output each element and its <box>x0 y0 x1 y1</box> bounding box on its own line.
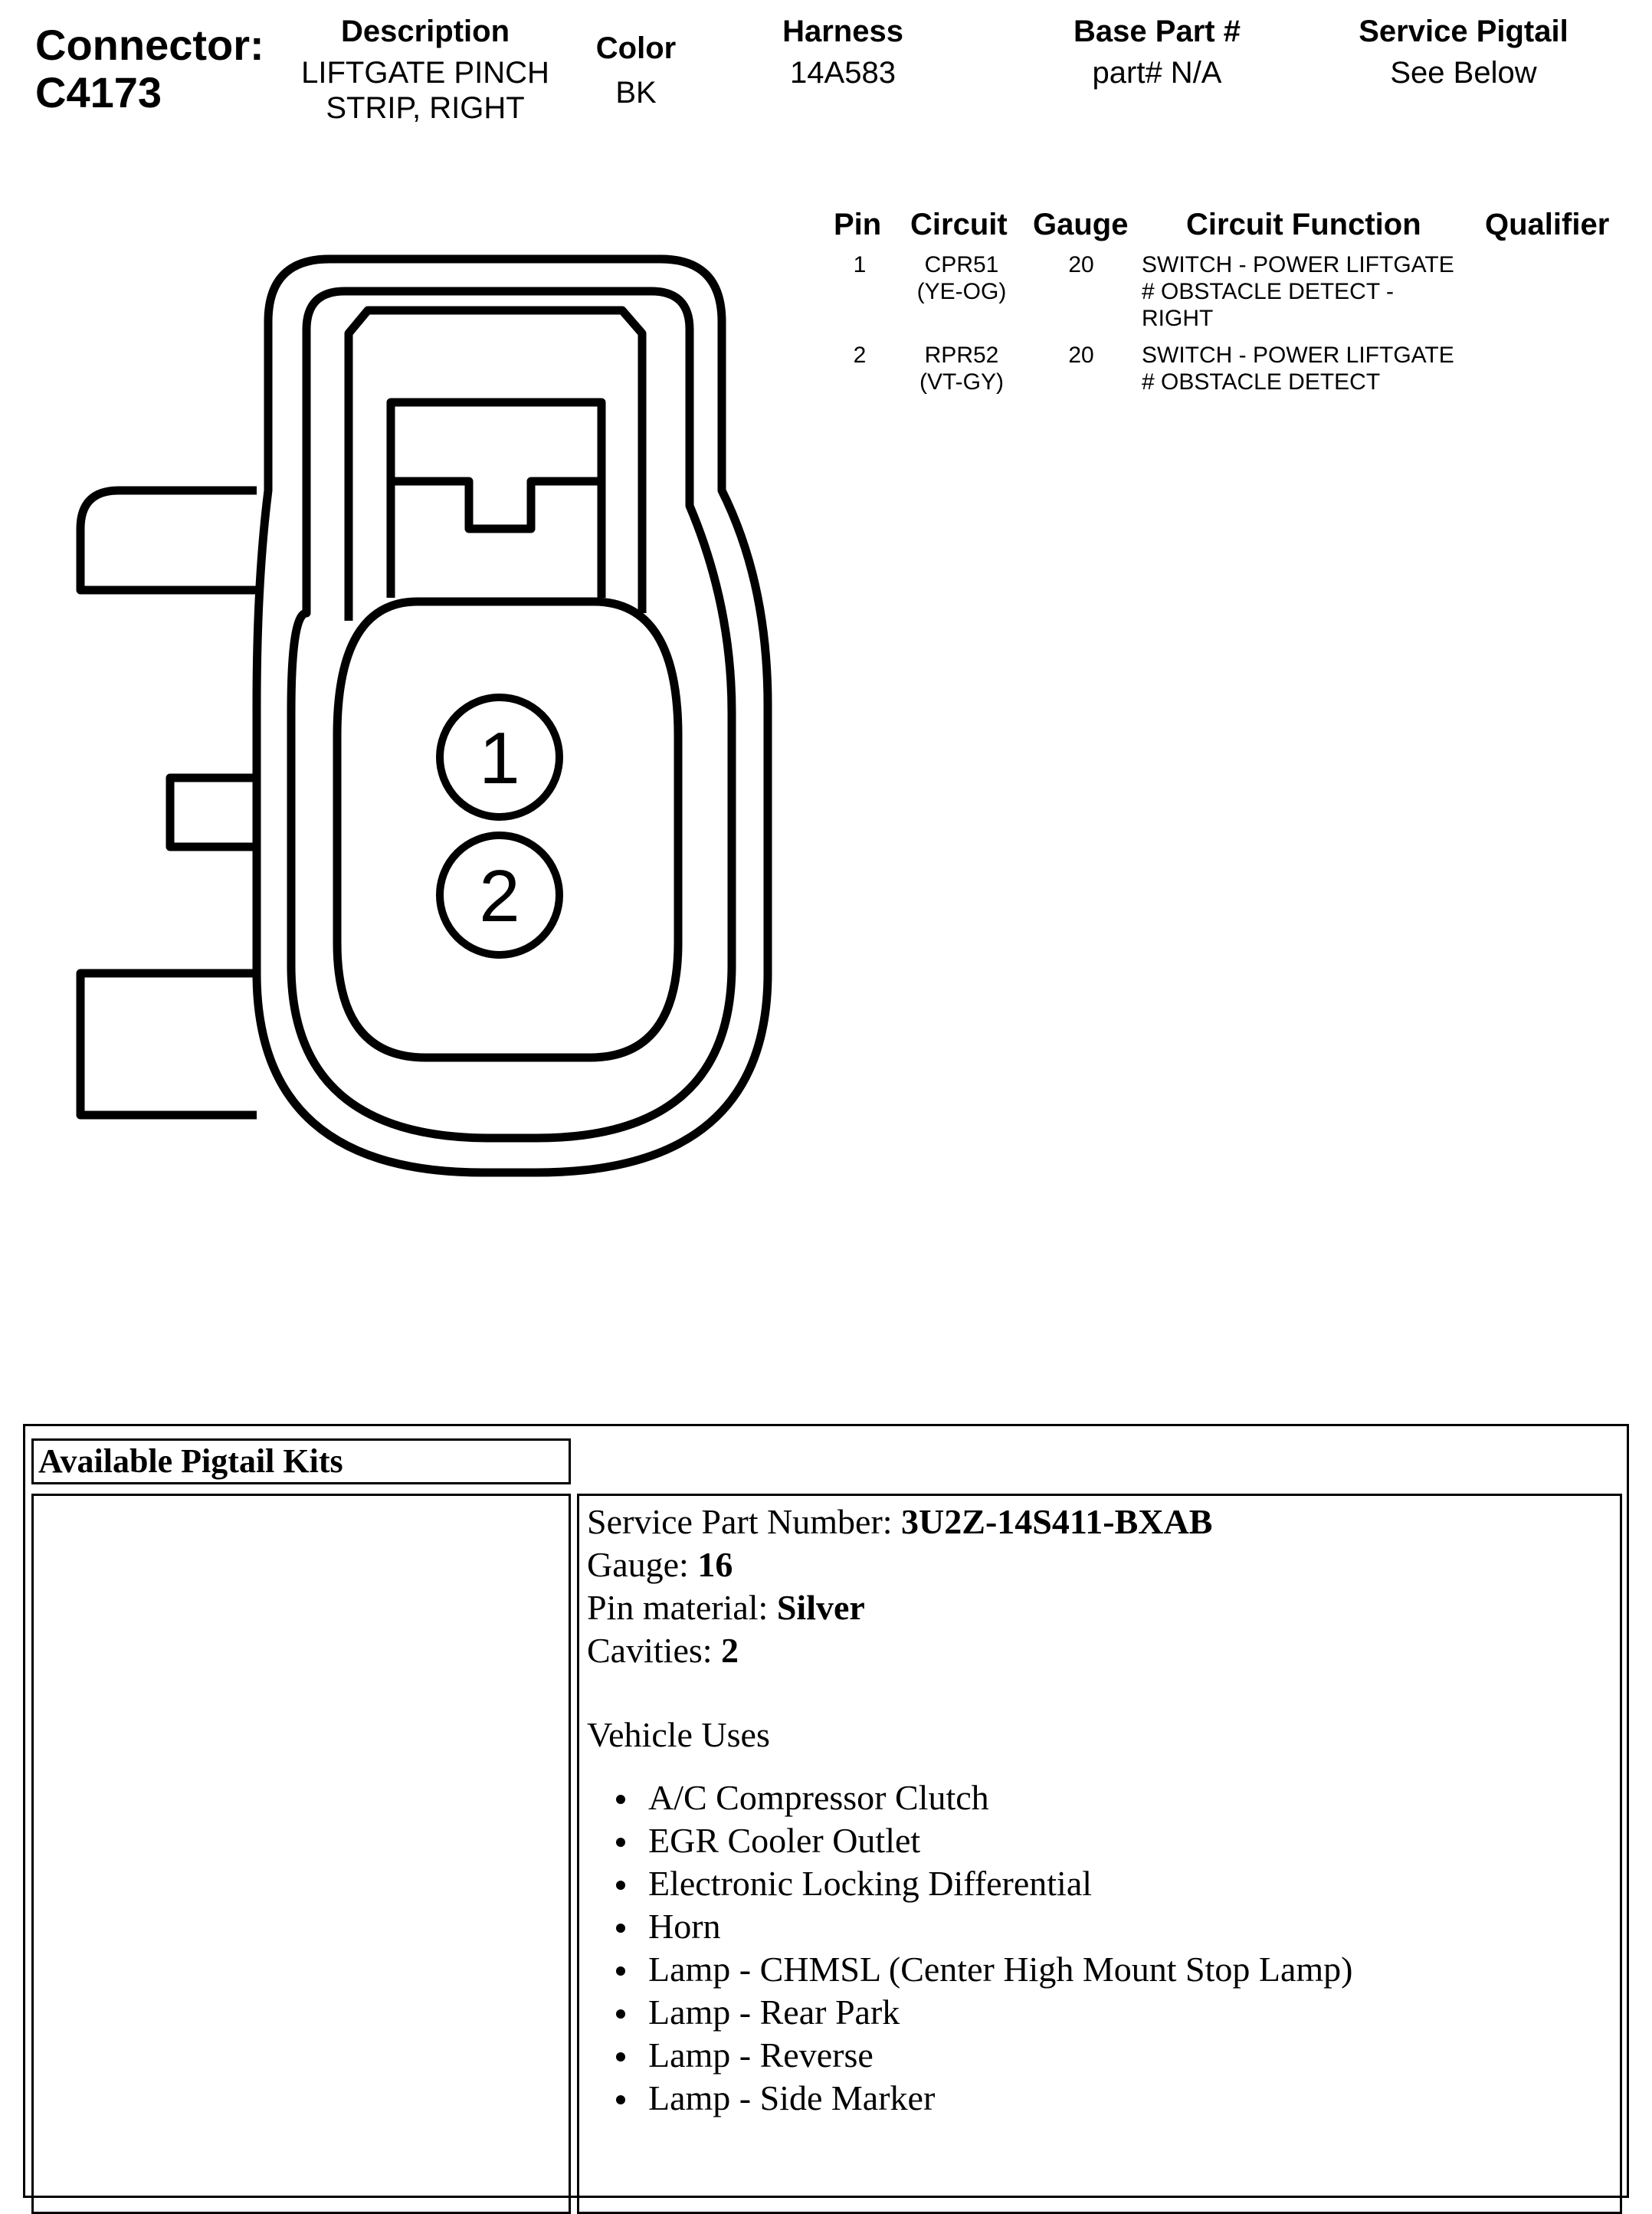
pin-1-function-line: # OBSTACLE DETECT - <box>1142 279 1394 304</box>
service-part-row <box>587 1501 1612 1543</box>
kit-gauge-value: 16 <box>697 1545 733 1584</box>
color-label: Color <box>595 31 677 65</box>
service-pigtail-column <box>1333 14 1594 90</box>
terminal-cavity <box>337 602 678 1058</box>
pin-1-number: 1 <box>853 252 867 277</box>
color-value: BK <box>615 76 657 110</box>
base-part-value: part# N/A <box>1092 56 1222 90</box>
service-part-value: 3U2Z-14S411-BXAB <box>901 1502 1213 1541</box>
vehicle-use-text: Electronic Locking Differential <box>648 1864 1093 1903</box>
list-item <box>648 1948 1612 1991</box>
description-line-1: LIFTGATE PINCH <box>301 56 549 90</box>
list-item <box>648 2034 1612 2077</box>
latch-notch <box>391 481 601 529</box>
pigtail-kits-table <box>23 1424 1629 2198</box>
vehicle-uses-label: Vehicle Uses <box>587 1715 770 1754</box>
gauge-row <box>587 1543 1612 1586</box>
pin-header: Pin <box>834 208 882 241</box>
connector-id: C4173 <box>35 68 162 116</box>
harness-label: Harness <box>782 15 903 48</box>
pin-2-number: 2 <box>853 343 867 368</box>
description-line-2: STRIP, RIGHT <box>326 91 525 125</box>
kit-details-cell <box>577 1494 1622 2214</box>
latch-tab <box>391 402 601 598</box>
base-part-column <box>1027 14 1287 90</box>
list-item <box>648 1991 1612 2034</box>
kit-image-cell <box>31 1494 571 2214</box>
pin-material-row <box>587 1586 1612 1629</box>
left-rib-middle <box>170 778 257 847</box>
pin-material-value: Silver <box>776 1588 865 1627</box>
pin-1-circuit-color: (YE-OG) <box>916 279 1007 304</box>
left-rib-bottom <box>80 973 257 1115</box>
function-header: Circuit Function <box>1186 208 1421 241</box>
cavities-row <box>587 1629 1612 1672</box>
list-item <box>648 1776 1612 1819</box>
left-rib-top <box>80 490 257 590</box>
pin-2-label: 2 <box>479 855 520 937</box>
list-item <box>648 1905 1612 1948</box>
pin-1-function-line: SWITCH - POWER LIFTGATE <box>1142 252 1454 277</box>
kit-gauge-label: Gauge: <box>587 1545 689 1584</box>
service-part-label: Service Part Number: <box>587 1502 893 1541</box>
list-item <box>648 1819 1612 1862</box>
pin-2-function <box>1142 342 1464 395</box>
cavities-value: 2 <box>721 1631 739 1670</box>
base-part-label: Base Part # <box>1073 15 1241 48</box>
vehicle-use-text: A/C Compressor Clutch <box>648 1778 989 1817</box>
pigtail-kits-title: Available Pigtail Kits <box>31 1438 571 1484</box>
pin-2-gauge: 20 <box>1068 343 1094 368</box>
list-item <box>648 1862 1612 1905</box>
pin-1-function <box>1142 251 1464 332</box>
vehicle-use-text: EGR Cooler Outlet <box>648 1821 921 1860</box>
pin-1-function-line: RIGHT <box>1142 306 1214 331</box>
pin-1-circuit-id: CPR51 <box>924 252 999 277</box>
cavities-label: Cavities: <box>587 1631 713 1670</box>
harness-value: 14A583 <box>790 56 896 90</box>
list-item <box>648 2077 1612 2120</box>
pin-1-circuit <box>896 251 1027 305</box>
gauge-header: Gauge <box>1033 208 1129 241</box>
service-pigtail-label: Service Pigtail <box>1359 15 1568 48</box>
pin-2-circuit-color: (VT-GY) <box>919 369 1004 395</box>
pin-1-label: 1 <box>479 717 520 799</box>
vehicle-use-text: Lamp - Reverse <box>648 2035 874 2075</box>
vehicle-use-text: Horn <box>648 1907 721 1946</box>
vehicle-uses-list <box>587 1776 1612 2120</box>
pin-2-circuit-id: RPR52 <box>924 343 999 368</box>
connector-face-diagram <box>0 0 828 1226</box>
vehicle-use-text: Lamp - Side Marker <box>648 2078 936 2117</box>
connector-label: Connector: <box>35 21 264 69</box>
pin-2-function-line: SWITCH - POWER LIFTGATE <box>1142 343 1454 368</box>
pin-2-circuit <box>896 342 1027 395</box>
vehicle-use-text: Lamp - CHMSL (Center High Mount Stop Lamp) <box>648 1950 1353 1989</box>
vehicle-use-text: Lamp - Rear Park <box>648 1993 900 2032</box>
qualifier-header: Qualifier <box>1485 208 1610 241</box>
pin-2-function-line: # OBSTACLE DETECT <box>1142 369 1381 395</box>
pin-1-gauge: 20 <box>1068 252 1094 277</box>
service-pigtail-value: See Below <box>1390 56 1537 90</box>
description-label: Description <box>340 15 510 48</box>
pin-material-label: Pin material: <box>587 1588 769 1627</box>
circuit-header: Circuit <box>910 208 1008 241</box>
